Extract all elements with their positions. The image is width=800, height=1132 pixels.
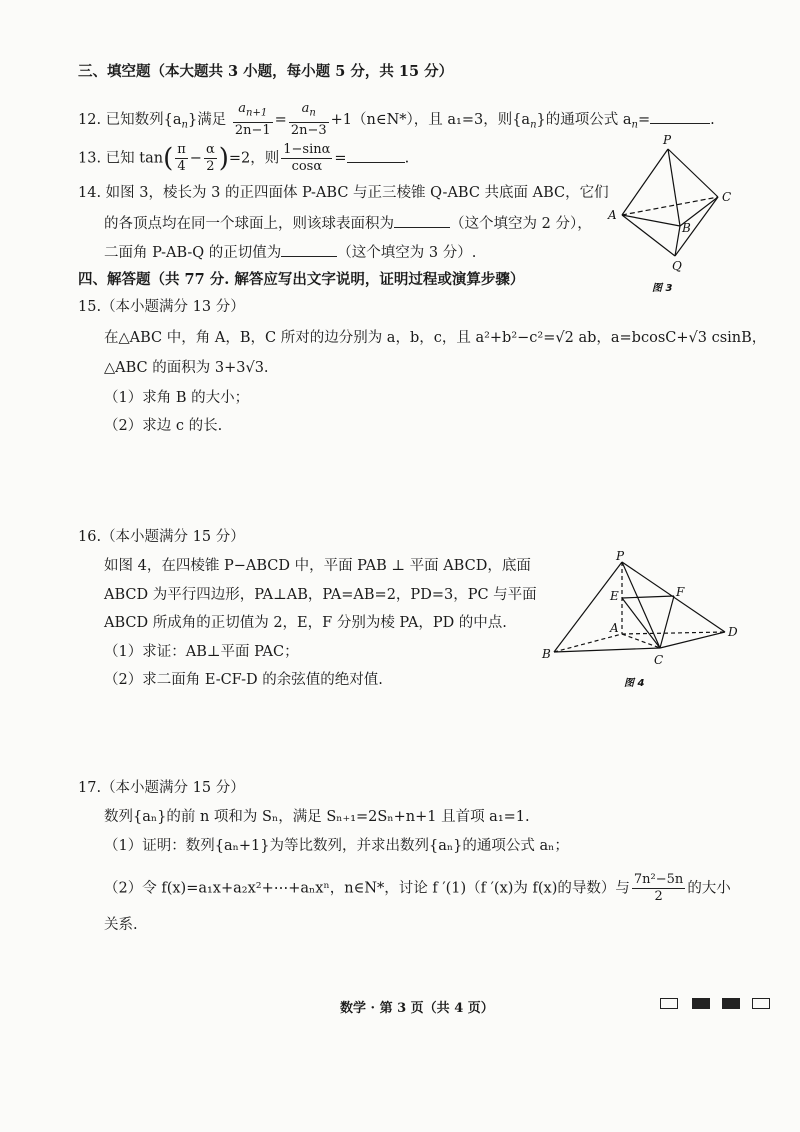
question-13-fraction-1: $\frac{\pi}{4}$ <box>177 142 186 174</box>
answer-blank <box>394 213 450 228</box>
question-17-number: 17. <box>78 780 102 796</box>
question-12: 12. 已知数列$\{a_n\}$满足 $\frac{a_{n+1}}{2n-1}$ = $\frac{a_n}{2n-3}$ +1（n∈N*），且 a₁=3，则$\{a_n\}$的通项公式 $a_n=$ . <box>78 101 715 138</box>
section-3-title: 三、填空题（本大题共 3 小题，每小题 5 分，共 15 分） <box>78 63 454 80</box>
figure-3-caption: 图 3 <box>652 283 673 294</box>
question-12-text: }满足 <box>188 111 227 128</box>
question-15-line-2: △ABC 的面积为 3+3√3. <box>104 360 269 376</box>
label-P: P <box>663 133 672 147</box>
question-13: 13. 已知 tan( $\frac{\pi}{4}$ − $\frac{\alpha}{2}$ )=2，则 $\frac{1-\sin\alpha}{\cos\alpha}$ = . <box>78 142 410 174</box>
section-4-title: 四、解答题（共 77 分. 解答应写出文字说明，证明过程或演算步骤） <box>78 271 525 288</box>
marker-box-filled <box>692 998 710 1009</box>
question-12-fraction-1: $\frac{a_{n+1}}{2n-1}$ <box>234 101 271 138</box>
label-D: D <box>728 625 738 639</box>
answer-blank <box>650 109 710 124</box>
question-14-line-1: 14. 如图 3，棱长为 3 的正四面体 P-ABC 与正三棱锥 Q-ABC 共底面 ABC，它们 <box>78 185 609 201</box>
question-15-header: 15.（本小题满分 13 分） <box>78 299 245 315</box>
label-C: C <box>722 190 732 204</box>
marker-box-empty <box>660 998 678 1009</box>
question-17-sub-2-cont: 关系. <box>104 917 138 933</box>
label-C: C <box>654 653 664 667</box>
label-B: B <box>682 221 691 235</box>
label-E: E <box>610 589 619 603</box>
question-14-number: 14. <box>78 185 102 201</box>
label-P: P <box>616 549 625 563</box>
figure-4-pyramid <box>540 548 750 693</box>
question-17-sub-2: （2）令 f(x)=a₁x+a₂x²+⋯+aₙxⁿ，n∈N*，讨论 f ′(1)（f ′(x)为 f(x)的导数）与 $\frac{\text{7n²−5n}}{2}$ 的大小 <box>104 872 731 904</box>
question-16-line-3: ABCD 所成角的正切值为 2，E，F 分别为棱 PA，PD 的中点. <box>104 615 507 631</box>
figure-4-caption: 图 4 <box>624 678 645 689</box>
question-15-number: 15. <box>78 299 102 315</box>
question-17-header: 17.（本小题满分 15 分） <box>78 780 245 796</box>
label-A: A <box>608 208 617 222</box>
question-16-line-1: 如图 4，在四棱锥 P−ABCD 中，平面 PAB ⊥ 平面 ABCD，底面 <box>104 558 531 574</box>
question-16-sub-2: （2）求二面角 E-CF-D 的余弦值的绝对值. <box>104 672 383 688</box>
question-12-fraction-2: $\frac{a_n}{2n-3}$ <box>290 101 327 138</box>
figure-3-tetrahedron <box>600 128 750 298</box>
question-16-sub-1: （1）求证：AB⊥平面 PAC； <box>104 644 299 660</box>
question-13-fraction-2: $\frac{\alpha}{2}$ <box>205 142 215 174</box>
label-A: A <box>610 621 619 635</box>
question-16-line-2: ABCD 为平行四边形，PA⊥AB，PA=AB=2，PD=3，PC 与平面 <box>104 587 537 603</box>
question-14-line-2: 的各顶点均在同一个球面上，则该球表面积为 （这个填空为 2 分）， <box>104 213 592 234</box>
marker-box-filled <box>722 998 740 1009</box>
question-12-prefix: 已知数列{a <box>105 111 182 128</box>
question-14-line-3: 二面角 P-AB-Q 的正切值为 （这个填空为 3 分）. <box>104 242 476 263</box>
answer-blank <box>347 148 405 163</box>
question-17-line-1: 数列{aₙ}的前 n 项和为 Sₙ，满足 Sₙ₊₁=2Sₙ+n+1 且首项 a₁=1. <box>104 809 530 825</box>
question-13-number: 13. <box>78 150 102 167</box>
label-Q: Q <box>672 259 682 273</box>
question-15-line-1: 在△ABC 中，角 A，B，C 所对的边分别为 a，b，c，且 a²+b²−c²=√2 ab，a=bcosC+√3 csinB， <box>104 330 767 346</box>
label-B: B <box>542 647 551 661</box>
question-15-sub-2: （2）求边 c 的长. <box>104 418 223 434</box>
answer-blank <box>281 242 337 257</box>
question-16-header: 16.（本小题满分 15 分） <box>78 529 245 545</box>
question-12-number: 12. <box>78 111 102 128</box>
question-16-number: 16. <box>78 529 102 545</box>
question-17-fraction: $\frac{\text{7n²−5n}}{2}$ <box>633 872 684 904</box>
question-13-fraction-3: $\frac{1-\sin\alpha}{\cos\alpha}$ <box>283 142 331 174</box>
label-F: F <box>676 585 685 599</box>
question-15-sub-1: （1）求角 B 的大小； <box>104 390 250 406</box>
question-17-sub-1: （1）证明：数列{aₙ+1}为等比数列，并求出数列{aₙ}的通项公式 aₙ； <box>104 838 569 854</box>
page-footer: 数学 · 第 3 页（共 4 页） <box>340 1001 494 1016</box>
marker-box-empty <box>752 998 770 1009</box>
